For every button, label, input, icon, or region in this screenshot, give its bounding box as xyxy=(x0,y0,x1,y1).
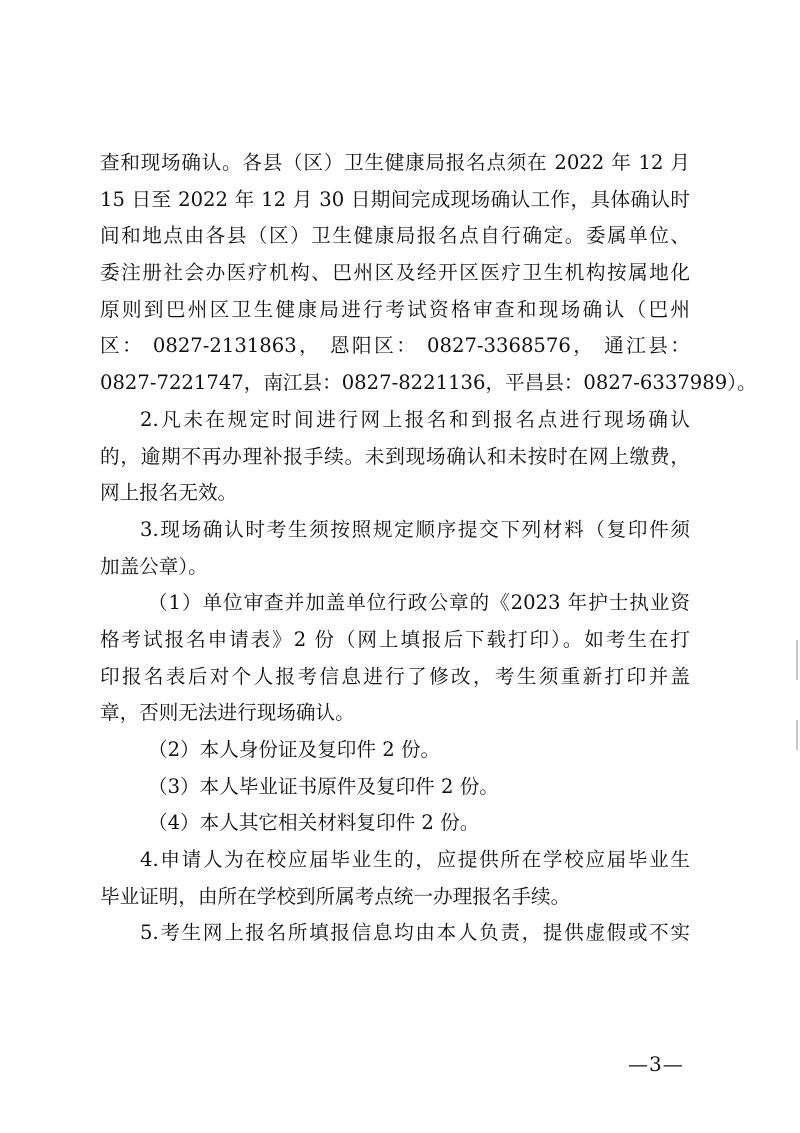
scan-edge-mark xyxy=(796,640,798,680)
paragraph-item-4 xyxy=(100,842,690,915)
text-line: 加盖公章）。 xyxy=(100,554,208,578)
text-line: 2.凡未在规定时间进行网上报名和到报名点进行现场确认 xyxy=(140,407,690,431)
text-line: （3）本人毕业证书原件及复印件 2 份。 xyxy=(148,774,499,798)
text-line: 区： 0827-2131863， 恩阳区： 0827-3368576， 通江县： xyxy=(100,334,690,358)
paragraph-confirm-continued xyxy=(100,145,757,402)
text-line: （1）单位审查并加盖单位行政公章的《2023 年护士执业资 xyxy=(148,591,690,615)
text-line: 的，逾期不再办理补报手续。未到现场确认和未按时在网上缴费， xyxy=(100,444,690,468)
scan-edge-mark xyxy=(796,720,798,750)
text-line: （2）本人身份证及复印件 2 份。 xyxy=(148,738,441,761)
paragraph-item-5 xyxy=(100,915,690,952)
page-number: —3— xyxy=(628,1052,684,1076)
text-line: 查和现场确认。各县（区）卫生健康局报名点须在 2022 年 12 月 xyxy=(100,151,690,174)
text-line: 格考试报名申请表》2 份（网上填报后下载打印）。如考生在打 xyxy=(100,627,690,651)
paragraph-item-3-1 xyxy=(100,585,690,732)
paragraph-item-3-4 xyxy=(100,805,690,842)
text-line: 4.申请人为在校应届毕业生的，应提供所在学校应届毕业生 xyxy=(140,848,690,872)
text-line: 印报名表后对个人报考信息进行了修改，考生须重新打印并盖 xyxy=(100,664,690,688)
text-line: 15 日至 2022 年 12 月 30 日期间完成现场确认工作，具体确认时 xyxy=(100,187,690,211)
text-line: 原则到巴州区卫生健康局进行考试资格审查和现场确认（巴州 xyxy=(100,297,690,321)
text-line: 委注册社会办医疗机构、巴州区及经开区医疗卫生机构按属地化 xyxy=(100,261,690,285)
text-line: 网上报名无效。 xyxy=(100,481,238,505)
text-line: （4）本人其它相关材料复印件 2 份。 xyxy=(148,811,480,835)
paragraph-item-3-3 xyxy=(100,769,690,806)
text-line: 间和地点由各县（区）卫生健康局报名点自行确定。委属单位、 xyxy=(100,224,690,248)
paragraph-item-2 xyxy=(100,402,690,512)
text-line: 毕业证明，由所在学校到所属考点统一办理报名手续。 xyxy=(100,884,571,908)
text-line: 3.现场确认时考生须按照规定顺序提交下列材料（复印件须 xyxy=(140,517,690,541)
text-line: 5.考生网上报名所填报信息均由本人负责，提供虚假或不实 xyxy=(140,921,690,945)
document-body xyxy=(100,145,757,952)
paragraph-item-3 xyxy=(100,512,690,585)
text-line: 0827-7221747，南江县：0827-8221136，平昌县：0827-6337989）。 xyxy=(100,371,757,395)
paragraph-item-3-2 xyxy=(100,732,690,769)
text-line: 章，否则无法进行现场确认。 xyxy=(100,701,355,725)
